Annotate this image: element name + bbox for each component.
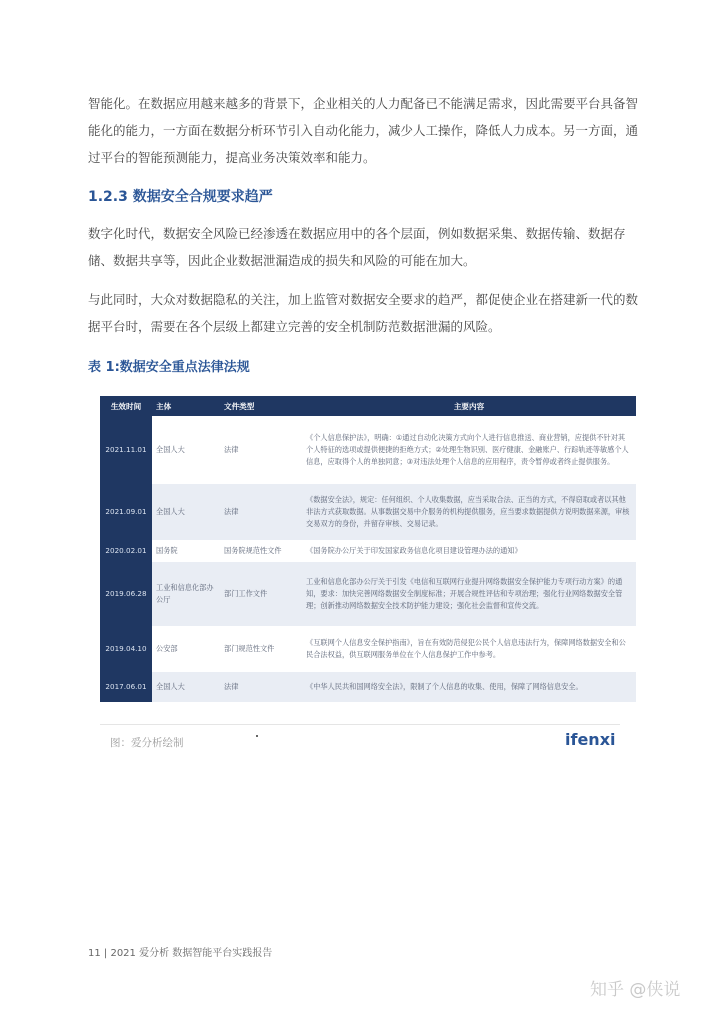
table-caption: 表 1:数据安全重点法律法规: [88, 360, 250, 375]
table-row: [100, 416, 636, 484]
ifenxi-logo: ifenxi: [565, 730, 616, 749]
figure-source-note: 图：爱分析绘制: [110, 737, 184, 749]
header-date: 生效时间: [100, 396, 152, 416]
row-date: 2020.02.01: [100, 540, 152, 562]
section-heading: 1.2.3 数据安全合规要求趋严: [88, 189, 273, 205]
row-content: 《国务院办公厅关于印发国家政务信息化项目建设管理办法的通知》: [306, 546, 522, 555]
header-content: 主要内容: [302, 396, 636, 416]
row-type: 部门规范性文件: [224, 644, 275, 653]
table-header-row: [100, 396, 636, 416]
row-type: 法律: [220, 672, 302, 702]
row-subject: 国务院: [156, 546, 178, 555]
row-date: 2019.04.10: [100, 626, 152, 672]
row-subject: 公安部: [156, 644, 178, 653]
row-content: 《数据安全法》，规定：任何组织、个人收集数据，应当采取合法、正当的方式，不得窃取或者以其他非法方式获取数据。从事数据交易中介服务的机构提供服务，应当要求数据提供方说明数据来源，审核交易双方的身份，并留存审核、交易记录。: [302, 484, 636, 540]
row-date: 2021.09.01: [100, 484, 152, 540]
table-row: [100, 672, 636, 702]
row-content: 工业和信息化部办公厅关于引发《电信和互联网行业提升网络数据安全保护能力专项行动方案》的通知，要求：加快完善网络数据安全制度标准；开展合规性评估和专项治理；强化行业网络数据安全管理；创新推动网络数据安全技术防护能力建设；强化社会监督和宣传交流。: [302, 562, 636, 626]
row-subject: 全国人大: [156, 445, 185, 454]
row-subject: 工业和信息化部办公厅: [152, 562, 220, 626]
row-date: 2021.11.01: [100, 416, 152, 484]
row-content: 《中华人民共和国网络安全法》，限制了个人信息的收集、使用，保障了网络信息安全。: [302, 672, 636, 702]
figure-divider: [100, 724, 620, 725]
table-row: [100, 562, 636, 626]
row-content: 《互联网个人信息安全保护指南》，旨在有效防范侵犯公民个人信息违法行为，保障网络数据安全和公民合法权益，供互联网服务单位在个人信息保护工作中参考。: [306, 638, 626, 659]
row-type: 部门工作文件: [220, 562, 302, 626]
page-footer: 11 | 2021 爱分析 数据智能平台实践报告: [88, 948, 273, 959]
stray-dot: [256, 735, 258, 737]
table-row: [100, 484, 636, 540]
table-row: [100, 626, 636, 672]
row-subject: 全国人大: [152, 672, 220, 702]
row-date: 2019.06.28: [100, 562, 152, 626]
body-paragraph-2: 与此同时，大众对数据隐私的关注，加上监管对数据安全要求的趋严，都促使企业在搭建新一代的数据平台时，需要在各个层级上都建立完善的安全机制防范数据泄漏的风险。: [88, 292, 639, 334]
header-type: 文件类型: [220, 396, 302, 416]
header-subject: 主体: [152, 396, 220, 416]
row-date: 2017.06.01: [100, 672, 152, 702]
zhihu-watermark: 知乎 @侠说: [590, 980, 681, 1000]
row-subject: 全国人大: [152, 484, 220, 540]
body-paragraph-1: 数字化时代，数据安全风险已经渗透在数据应用中的各个层面，例如数据采集、数据传输、数据存储、数据共享等，因此企业数据泄漏造成的损失和风险的可能在加大。: [88, 226, 626, 268]
row-type: 法律: [220, 484, 302, 540]
intro-paragraph: 智能化。在数据应用越来越多的背景下，企业相关的人力配备已不能满足需求，因此需要平台具备智能化的能力，一方面在数据分析环节引入自动化能力，减少人工操作，降低人力成本。另一方面，通过平台的智能预测能力，提高业务决策效率和能力。: [88, 96, 639, 165]
row-content: 《个人信息保护法》，明确：①通过自动化决策方式向个人进行信息推送、商业营销，应提供不针对其个人特征的选项或提供便捷的拒绝方式；②处理生物识别、医疗健康、金融账户、行踪轨迹等敏感个人信息，应取得个人的单独同意；③对违法处理个人信息的应用程序，责令暂停或者终止提供服务。: [306, 433, 629, 466]
row-type: 法律: [224, 445, 239, 454]
regulations-table: [100, 396, 636, 702]
row-type: 国务院规范性文件: [224, 546, 282, 555]
table-row: [100, 540, 636, 562]
